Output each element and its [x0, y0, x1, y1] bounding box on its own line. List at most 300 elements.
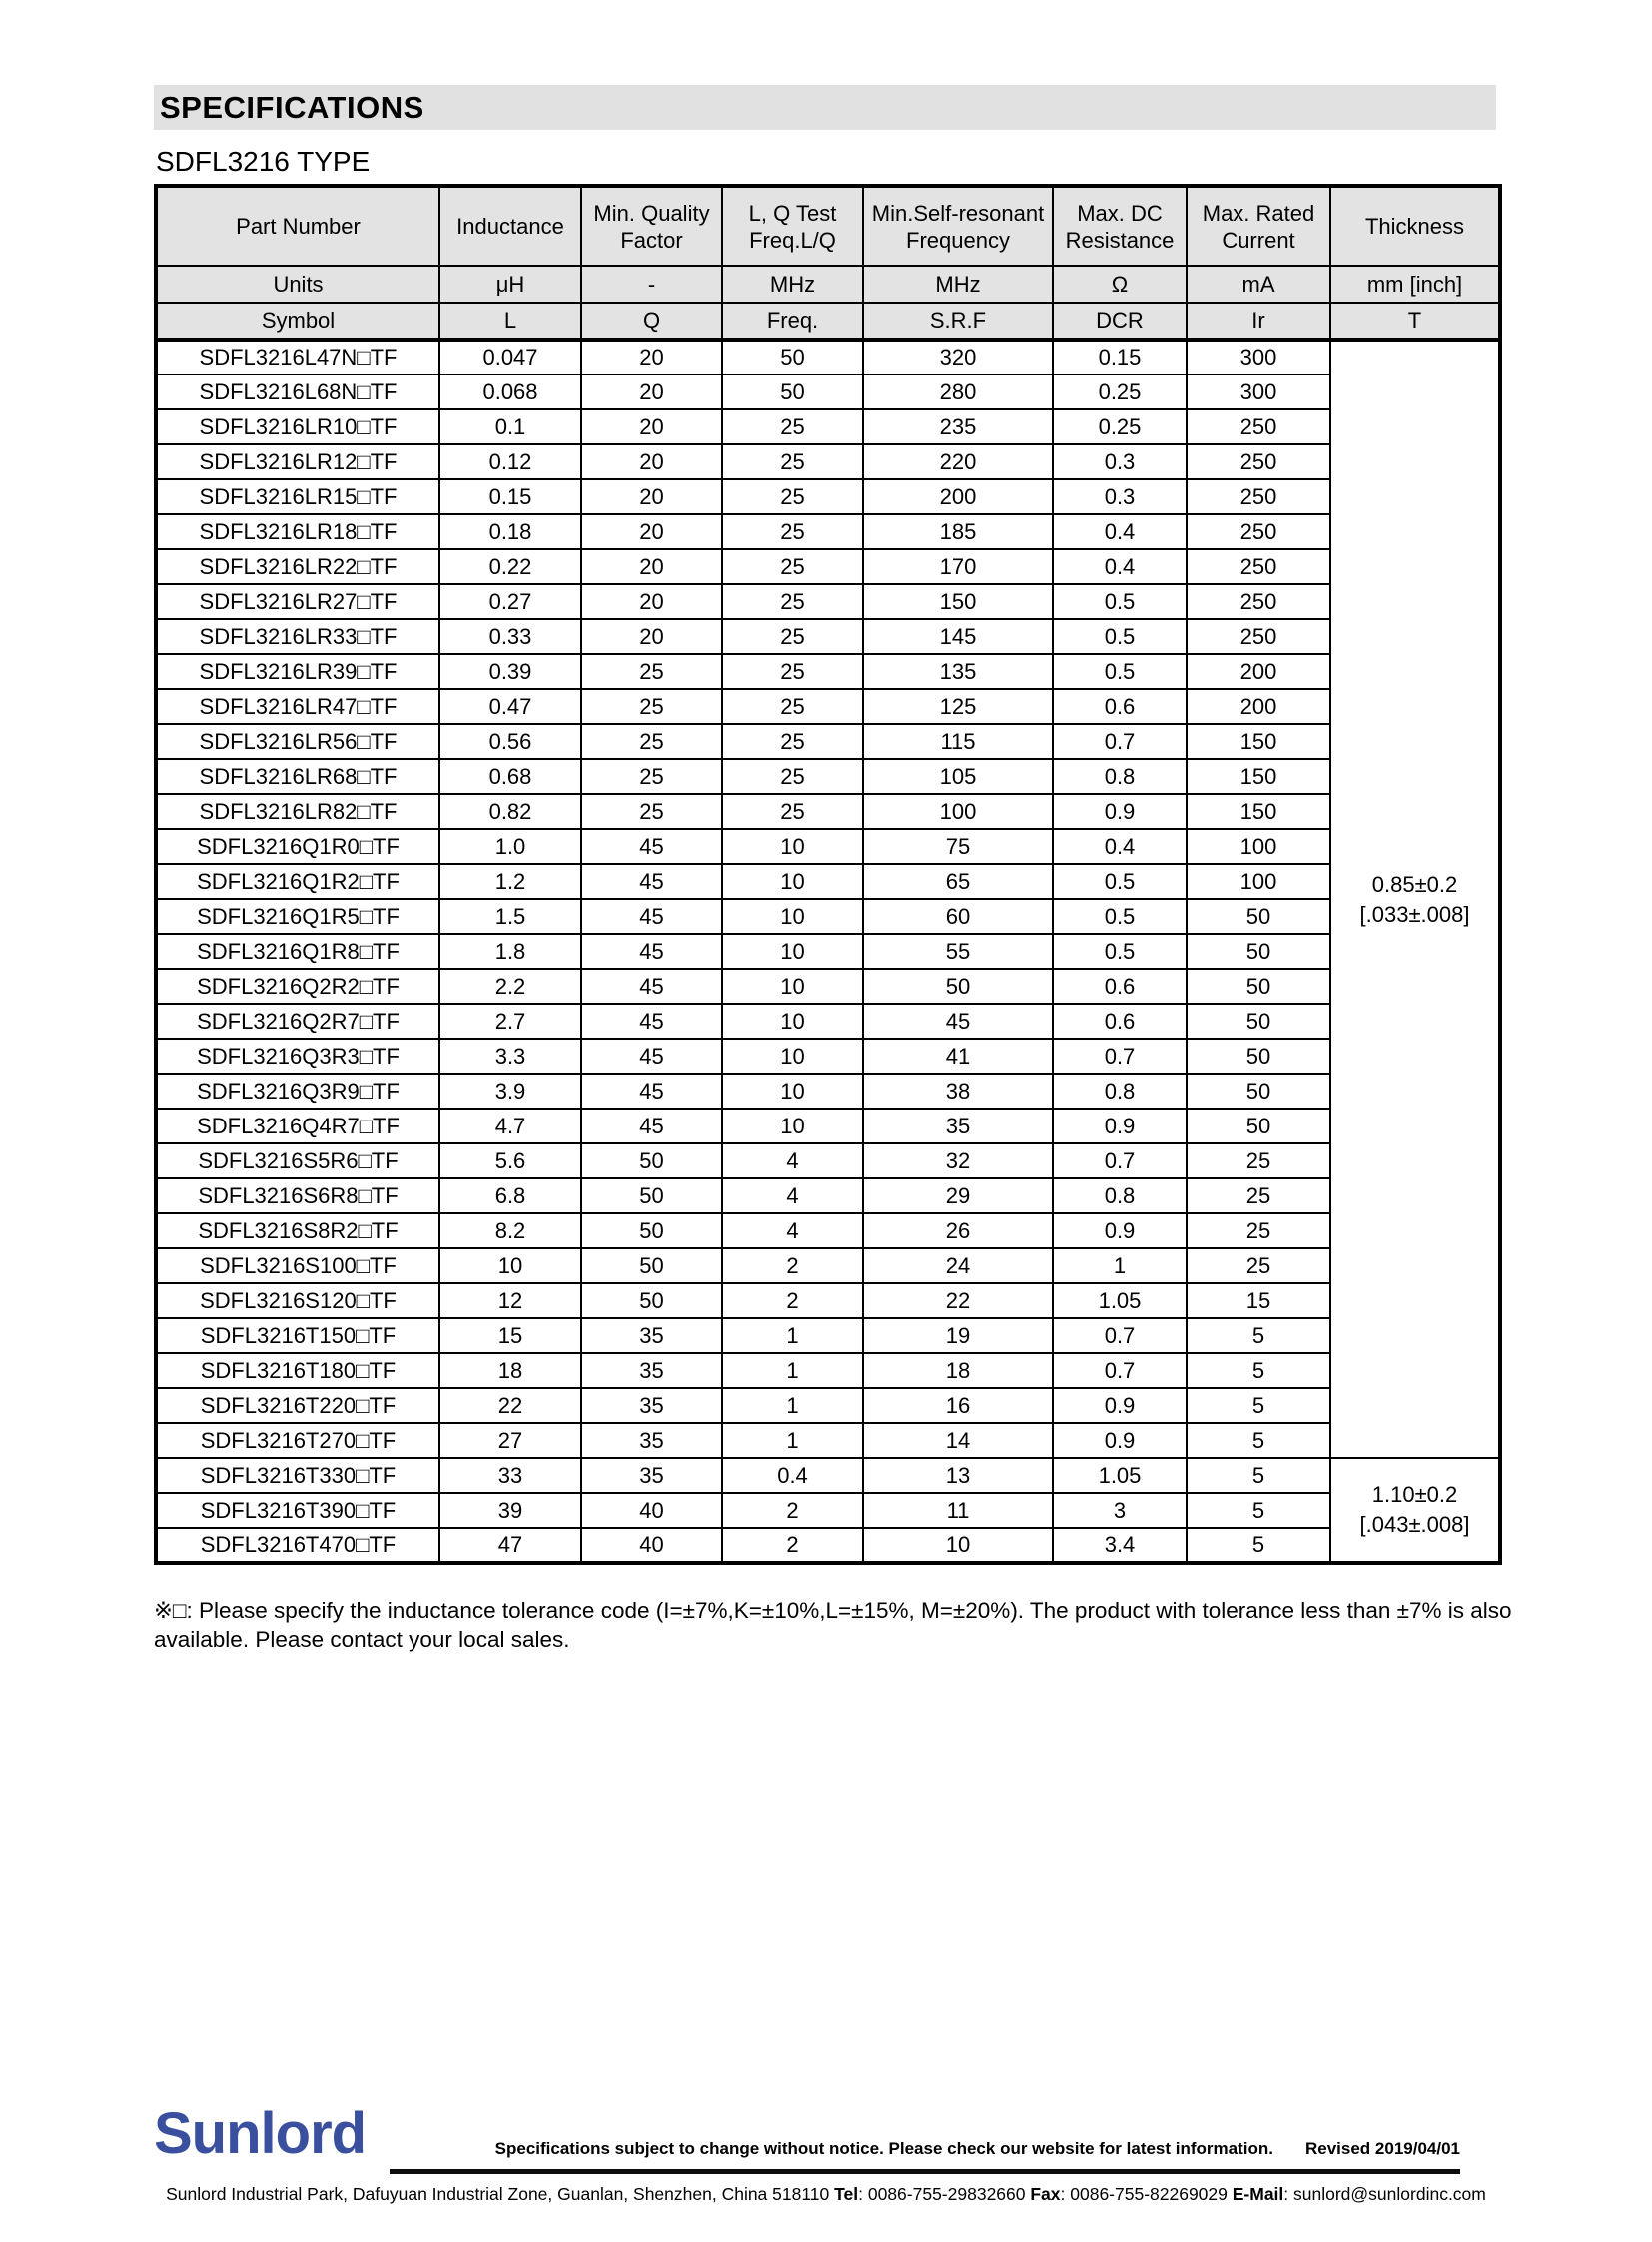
- cell-freq: 4: [722, 1213, 863, 1248]
- cell-dcr: 1.05: [1053, 1283, 1187, 1318]
- cell-dcr: 0.8: [1053, 759, 1187, 794]
- address-part: : 0086-755-82269029: [1060, 2184, 1233, 2204]
- cell-dcr: 0.9: [1053, 1213, 1187, 1248]
- cell-srf: 115: [863, 724, 1053, 759]
- cell-srf: 65: [863, 864, 1053, 899]
- cell-pn: SDFL3216Q3R9□TF: [156, 1074, 439, 1109]
- cell-dcr: 0.3: [1053, 479, 1187, 514]
- cell-ir: 5: [1187, 1318, 1330, 1353]
- cell-dcr: 0.9: [1053, 1388, 1187, 1423]
- col-header-part-number: Part Number: [156, 186, 439, 266]
- cell-srf: 320: [863, 340, 1053, 374]
- cell-ir: 5: [1187, 1493, 1330, 1528]
- cell-dcr: 0.5: [1053, 654, 1187, 689]
- cell-dcr: 0.8: [1053, 1178, 1187, 1213]
- page-title: SPECIFICATIONS: [160, 89, 424, 125]
- cell-q: 20: [581, 444, 722, 479]
- cell-l: 8.2: [439, 1213, 581, 1248]
- cell-freq: 1: [722, 1318, 863, 1353]
- cell-q: 35: [581, 1423, 722, 1458]
- cell-q: 20: [581, 479, 722, 514]
- cell-ir: 150: [1187, 724, 1330, 759]
- cell-srf: 19: [863, 1318, 1053, 1353]
- cell-pn: SDFL3216LR82□TF: [156, 794, 439, 829]
- table-row: [156, 794, 1500, 829]
- col-header-inductance: Inductance: [439, 186, 581, 266]
- cell-l: 0.1: [439, 409, 581, 444]
- cell-srf: 26: [863, 1213, 1053, 1248]
- cell-q: 20: [581, 549, 722, 584]
- units-label: Units: [156, 266, 439, 303]
- cell-dcr: 0.6: [1053, 689, 1187, 724]
- cell-l: 0.047: [439, 340, 581, 374]
- cell-freq: 10: [722, 1004, 863, 1039]
- cell-ir: 25: [1187, 1178, 1330, 1213]
- cell-freq: 25: [722, 794, 863, 829]
- cell-l: 1.5: [439, 899, 581, 934]
- cell-ir: 250: [1187, 479, 1330, 514]
- cell-freq: 10: [722, 829, 863, 864]
- cell-thickness: 1.10±0.2 [.043±.008]: [1330, 1458, 1500, 1563]
- cell-q: 45: [581, 899, 722, 934]
- cell-freq: 50: [722, 340, 863, 374]
- footer-address: [154, 2184, 1498, 2205]
- cell-l: 22: [439, 1388, 581, 1423]
- cell-dcr: 1: [1053, 1248, 1187, 1283]
- address-part: : sunlord@sunlordinc.com: [1283, 2184, 1486, 2204]
- cell-ir: 5: [1187, 1423, 1330, 1458]
- cell-l: 0.33: [439, 619, 581, 654]
- sunlord-logo: Sunlord: [154, 2101, 367, 2166]
- cell-pn: SDFL3216T390□TF: [156, 1493, 439, 1528]
- col-header-srf: Min.Self-resonant Frequency: [863, 186, 1053, 266]
- cell-srf: 150: [863, 584, 1053, 619]
- cell-pn: SDFL3216Q1R0□TF: [156, 829, 439, 864]
- cell-ir: 5: [1187, 1458, 1330, 1493]
- cell-q: 50: [581, 1178, 722, 1213]
- footer-notice-row: [390, 2139, 1460, 2159]
- cell-q: 20: [581, 619, 722, 654]
- cell-ir: 50: [1187, 1074, 1330, 1109]
- table-row: [156, 1178, 1500, 1213]
- cell-l: 3.3: [439, 1039, 581, 1074]
- col-header-rated-current: Max. Rated Current: [1187, 186, 1330, 266]
- cell-ir: 50: [1187, 1004, 1330, 1039]
- cell-q: 35: [581, 1388, 722, 1423]
- cell-dcr: 0.25: [1053, 409, 1187, 444]
- address-part: Tel: [834, 2184, 859, 2204]
- cell-srf: 35: [863, 1109, 1053, 1143]
- table-row: [156, 1388, 1500, 1423]
- cell-thickness: 0.85±0.2 [.033±.008]: [1330, 340, 1500, 1458]
- cell-ir: 100: [1187, 864, 1330, 899]
- table-row: [156, 864, 1500, 899]
- cell-srf: 145: [863, 619, 1053, 654]
- cell-q: 20: [581, 374, 722, 409]
- cell-dcr: 0.8: [1053, 1074, 1187, 1109]
- cell-pn: SDFL3216LR10□TF: [156, 409, 439, 444]
- cell-dcr: 0.6: [1053, 969, 1187, 1004]
- cell-srf: 18: [863, 1353, 1053, 1388]
- unit-quality: -: [581, 266, 722, 303]
- cell-ir: 25: [1187, 1143, 1330, 1178]
- cell-freq: 10: [722, 899, 863, 934]
- cell-srf: 220: [863, 444, 1053, 479]
- cell-l: 0.27: [439, 584, 581, 619]
- cell-ir: 15: [1187, 1283, 1330, 1318]
- cell-srf: 16: [863, 1388, 1053, 1423]
- address-part: : 0086-755-29832660: [858, 2184, 1031, 2204]
- cell-pn: SDFL3216T220□TF: [156, 1388, 439, 1423]
- unit-srf: MHz: [863, 266, 1053, 303]
- cell-l: 1.0: [439, 829, 581, 864]
- cell-srf: 55: [863, 934, 1053, 969]
- footer-notice-text: Specifications subject to change without notice. Please check our website for latest information.: [494, 2139, 1273, 2158]
- cell-l: 0.68: [439, 759, 581, 794]
- symbol-thickness: T: [1330, 303, 1500, 340]
- cell-freq: 25: [722, 409, 863, 444]
- table-row: [156, 1004, 1500, 1039]
- cell-dcr: 0.6: [1053, 1004, 1187, 1039]
- cell-ir: 150: [1187, 759, 1330, 794]
- cell-q: 45: [581, 829, 722, 864]
- cell-q: 45: [581, 1109, 722, 1143]
- cell-ir: 100: [1187, 829, 1330, 864]
- cell-q: 20: [581, 409, 722, 444]
- cell-dcr: 0.5: [1053, 864, 1187, 899]
- unit-inductance: μH: [439, 266, 581, 303]
- table-row: [156, 1458, 1500, 1493]
- table-row: [156, 1423, 1500, 1458]
- cell-freq: 10: [722, 864, 863, 899]
- cell-ir: 250: [1187, 549, 1330, 584]
- cell-srf: 11: [863, 1493, 1053, 1528]
- table-row: [156, 1318, 1500, 1353]
- cell-freq: 10: [722, 1074, 863, 1109]
- cell-l: 1.2: [439, 864, 581, 899]
- table-row: [156, 1248, 1500, 1283]
- cell-q: 35: [581, 1458, 722, 1493]
- cell-dcr: 0.5: [1053, 934, 1187, 969]
- header-row-titles: [156, 186, 1500, 266]
- cell-srf: 125: [863, 689, 1053, 724]
- cell-pn: SDFL3216T470□TF: [156, 1528, 439, 1563]
- table-row: [156, 1353, 1500, 1388]
- cell-q: 50: [581, 1143, 722, 1178]
- address-part: E-Mail: [1232, 2184, 1284, 2204]
- cell-freq: 2: [722, 1248, 863, 1283]
- cell-dcr: 0.5: [1053, 899, 1187, 934]
- cell-l: 27: [439, 1423, 581, 1458]
- cell-srf: 41: [863, 1039, 1053, 1074]
- table-row: [156, 409, 1500, 444]
- cell-pn: SDFL3216Q4R7□TF: [156, 1109, 439, 1143]
- cell-srf: 280: [863, 374, 1053, 409]
- cell-ir: 250: [1187, 619, 1330, 654]
- cell-srf: 29: [863, 1178, 1053, 1213]
- cell-q: 35: [581, 1318, 722, 1353]
- cell-srf: 60: [863, 899, 1053, 934]
- cell-srf: 14: [863, 1423, 1053, 1458]
- cell-q: 50: [581, 1248, 722, 1283]
- table-row: [156, 479, 1500, 514]
- symbol-inductance: L: [439, 303, 581, 340]
- cell-freq: 1: [722, 1423, 863, 1458]
- col-header-test-freq: L, Q Test Freq.L/Q: [722, 186, 863, 266]
- table-row: [156, 1109, 1500, 1143]
- cell-dcr: 0.4: [1053, 829, 1187, 864]
- cell-q: 20: [581, 340, 722, 374]
- cell-freq: 25: [722, 479, 863, 514]
- cell-pn: SDFL3216Q3R3□TF: [156, 1039, 439, 1074]
- table-row: [156, 374, 1500, 409]
- address-part: Fax: [1030, 2184, 1061, 2204]
- cell-pn: SDFL3216T150□TF: [156, 1318, 439, 1353]
- header-row-symbols: [156, 303, 1500, 340]
- cell-pn: SDFL3216S6R8□TF: [156, 1178, 439, 1213]
- table-row: [156, 1283, 1500, 1318]
- cell-q: 25: [581, 794, 722, 829]
- cell-pn: SDFL3216LR15□TF: [156, 479, 439, 514]
- specifications-table-wrapper: [154, 184, 1498, 1565]
- cell-pn: SDFL3216S8R2□TF: [156, 1213, 439, 1248]
- cell-q: 25: [581, 654, 722, 689]
- cell-srf: 24: [863, 1248, 1053, 1283]
- cell-dcr: 0.5: [1053, 584, 1187, 619]
- cell-q: 45: [581, 1039, 722, 1074]
- header-row-units: [156, 266, 1500, 303]
- table-row: [156, 759, 1500, 794]
- cell-pn: SDFL3216LR22□TF: [156, 549, 439, 584]
- col-header-quality-factor: Min. Quality Factor: [581, 186, 722, 266]
- cell-q: 45: [581, 934, 722, 969]
- table-header: [156, 186, 1500, 340]
- table-row: [156, 654, 1500, 689]
- table-row: [156, 1039, 1500, 1074]
- cell-ir: 150: [1187, 794, 1330, 829]
- cell-l: 0.47: [439, 689, 581, 724]
- cell-l: 3.9: [439, 1074, 581, 1109]
- cell-q: 25: [581, 759, 722, 794]
- cell-ir: 250: [1187, 514, 1330, 549]
- cell-pn: SDFL3216S100□TF: [156, 1248, 439, 1283]
- spec-table-body: [156, 340, 1500, 1563]
- cell-freq: 25: [722, 654, 863, 689]
- col-header-dc-resistance: Max. DC Resistance: [1053, 186, 1187, 266]
- cell-dcr: 3: [1053, 1493, 1187, 1528]
- address-part: Sunlord Industrial Park, Dafuyuan Industrial Zone, Guanlan, Shenzhen, China 518110: [166, 2184, 835, 2204]
- cell-srf: 75: [863, 829, 1053, 864]
- cell-q: 45: [581, 864, 722, 899]
- cell-srf: 170: [863, 549, 1053, 584]
- cell-freq: 50: [722, 374, 863, 409]
- cell-pn: SDFL3216LR27□TF: [156, 584, 439, 619]
- cell-freq: 25: [722, 584, 863, 619]
- cell-dcr: 0.4: [1053, 514, 1187, 549]
- cell-dcr: 0.9: [1053, 794, 1187, 829]
- table-row: [156, 549, 1500, 584]
- cell-l: 5.6: [439, 1143, 581, 1178]
- cell-ir: 25: [1187, 1213, 1330, 1248]
- specifications-table: [154, 184, 1502, 1565]
- cell-dcr: 0.7: [1053, 1143, 1187, 1178]
- cell-l: 2.7: [439, 1004, 581, 1039]
- col-header-thickness: Thickness: [1330, 186, 1500, 266]
- cell-freq: 4: [722, 1178, 863, 1213]
- cell-srf: 100: [863, 794, 1053, 829]
- cell-srf: 13: [863, 1458, 1053, 1493]
- cell-ir: 300: [1187, 374, 1330, 409]
- cell-ir: 25: [1187, 1248, 1330, 1283]
- table-row: [156, 829, 1500, 864]
- symbol-quality: Q: [581, 303, 722, 340]
- cell-l: 0.22: [439, 549, 581, 584]
- cell-dcr: 0.7: [1053, 724, 1187, 759]
- table-row: [156, 724, 1500, 759]
- cell-pn: SDFL3216Q1R8□TF: [156, 934, 439, 969]
- cell-freq: 10: [722, 1109, 863, 1143]
- cell-ir: 250: [1187, 584, 1330, 619]
- cell-dcr: 0.4: [1053, 549, 1187, 584]
- cell-q: 25: [581, 724, 722, 759]
- cell-srf: 10: [863, 1528, 1053, 1563]
- cell-freq: 25: [722, 759, 863, 794]
- cell-q: 20: [581, 514, 722, 549]
- cell-freq: 25: [722, 724, 863, 759]
- cell-freq: 1: [722, 1388, 863, 1423]
- cell-freq: 2: [722, 1528, 863, 1563]
- cell-srf: 38: [863, 1074, 1053, 1109]
- table-row: [156, 1528, 1500, 1563]
- cell-pn: SDFL3216Q2R2□TF: [156, 969, 439, 1004]
- cell-pn: SDFL3216LR39□TF: [156, 654, 439, 689]
- cell-ir: 50: [1187, 1039, 1330, 1074]
- cell-pn: SDFL3216S120□TF: [156, 1283, 439, 1318]
- cell-pn: SDFL3216LR18□TF: [156, 514, 439, 549]
- cell-l: 0.82: [439, 794, 581, 829]
- unit-thickness: mm [inch]: [1330, 266, 1500, 303]
- cell-freq: 25: [722, 514, 863, 549]
- symbol-current: Ir: [1187, 303, 1330, 340]
- cell-l: 0.15: [439, 479, 581, 514]
- cell-l: 39: [439, 1493, 581, 1528]
- cell-srf: 135: [863, 654, 1053, 689]
- cell-ir: 5: [1187, 1353, 1330, 1388]
- cell-pn: SDFL3216Q1R5□TF: [156, 899, 439, 934]
- unit-test-freq: MHz: [722, 266, 863, 303]
- cell-pn: SDFL3216LR12□TF: [156, 444, 439, 479]
- cell-freq: 4: [722, 1143, 863, 1178]
- cell-pn: SDFL3216LR47□TF: [156, 689, 439, 724]
- cell-dcr: 3.4: [1053, 1528, 1187, 1563]
- cell-dcr: 0.25: [1053, 374, 1187, 409]
- cell-pn: SDFL3216L68N□TF: [156, 374, 439, 409]
- cell-l: 15: [439, 1318, 581, 1353]
- cell-freq: 10: [722, 969, 863, 1004]
- symbol-dcr: DCR: [1053, 303, 1187, 340]
- cell-pn: SDFL3216Q1R2□TF: [156, 864, 439, 899]
- cell-l: 1.8: [439, 934, 581, 969]
- cell-freq: 2: [722, 1283, 863, 1318]
- cell-q: 35: [581, 1353, 722, 1388]
- cell-q: 45: [581, 1074, 722, 1109]
- cell-srf: 235: [863, 409, 1053, 444]
- table-row: [156, 444, 1500, 479]
- tolerance-note: ※□: Please specify the inductance tolerance code (I=±7%,K=±10%,L=±15%, M=±20%). The product with tolerance less than ±7% is also available. Please contact your local sales.: [154, 1598, 1512, 1652]
- cell-l: 0.18: [439, 514, 581, 549]
- cell-freq: 10: [722, 934, 863, 969]
- cell-q: 45: [581, 969, 722, 1004]
- cell-l: 0.12: [439, 444, 581, 479]
- unit-dcr: Ω: [1053, 266, 1187, 303]
- cell-pn: SDFL3216LR68□TF: [156, 759, 439, 794]
- cell-dcr: 0.9: [1053, 1423, 1187, 1458]
- symbol-test-freq: Freq.: [722, 303, 863, 340]
- table-row: [156, 1213, 1500, 1248]
- cell-freq: 1: [722, 1353, 863, 1388]
- cell-srf: 50: [863, 969, 1053, 1004]
- part-type-subtitle: SDFL3216 TYPE: [156, 146, 371, 177]
- cell-l: 4.7: [439, 1109, 581, 1143]
- cell-pn: SDFL3216T330□TF: [156, 1458, 439, 1493]
- cell-l: 18: [439, 1353, 581, 1388]
- cell-l: 2.2: [439, 969, 581, 1004]
- cell-pn: SDFL3216T270□TF: [156, 1423, 439, 1458]
- cell-freq: 10: [722, 1039, 863, 1074]
- cell-srf: 45: [863, 1004, 1053, 1039]
- cell-dcr: 0.7: [1053, 1318, 1187, 1353]
- symbol-label: Symbol: [156, 303, 439, 340]
- cell-q: 50: [581, 1213, 722, 1248]
- table-row: [156, 1074, 1500, 1109]
- cell-pn: SDFL3216LR33□TF: [156, 619, 439, 654]
- table-row: [156, 1493, 1500, 1528]
- cell-srf: 105: [863, 759, 1053, 794]
- unit-current: mA: [1187, 266, 1330, 303]
- cell-l: 47: [439, 1528, 581, 1563]
- table-row: [156, 969, 1500, 1004]
- cell-l: 33: [439, 1458, 581, 1493]
- cell-l: 0.068: [439, 374, 581, 409]
- cell-pn: SDFL3216L47N□TF: [156, 340, 439, 374]
- table-row: [156, 514, 1500, 549]
- footer-revised-date: Revised 2019/04/01: [1304, 2139, 1460, 2158]
- cell-freq: 25: [722, 444, 863, 479]
- cell-dcr: 1.05: [1053, 1458, 1187, 1493]
- cell-q: 50: [581, 1283, 722, 1318]
- symbol-srf: S.R.F: [863, 303, 1053, 340]
- cell-srf: 32: [863, 1143, 1053, 1178]
- table-row: [156, 584, 1500, 619]
- cell-l: 10: [439, 1248, 581, 1283]
- cell-ir: 300: [1187, 340, 1330, 374]
- cell-pn: SDFL3216LR56□TF: [156, 724, 439, 759]
- cell-ir: 200: [1187, 689, 1330, 724]
- cell-ir: 250: [1187, 409, 1330, 444]
- cell-freq: 0.4: [722, 1458, 863, 1493]
- cell-pn: SDFL3216Q2R7□TF: [156, 1004, 439, 1039]
- cell-freq: 25: [722, 619, 863, 654]
- cell-l: 0.56: [439, 724, 581, 759]
- cell-l: 6.8: [439, 1178, 581, 1213]
- cell-pn: SDFL3216S5R6□TF: [156, 1143, 439, 1178]
- cell-q: 40: [581, 1493, 722, 1528]
- cell-freq: 25: [722, 689, 863, 724]
- table-row: [156, 1143, 1500, 1178]
- cell-ir: 50: [1187, 934, 1330, 969]
- cell-l: 12: [439, 1283, 581, 1318]
- cell-dcr: 0.7: [1053, 1039, 1187, 1074]
